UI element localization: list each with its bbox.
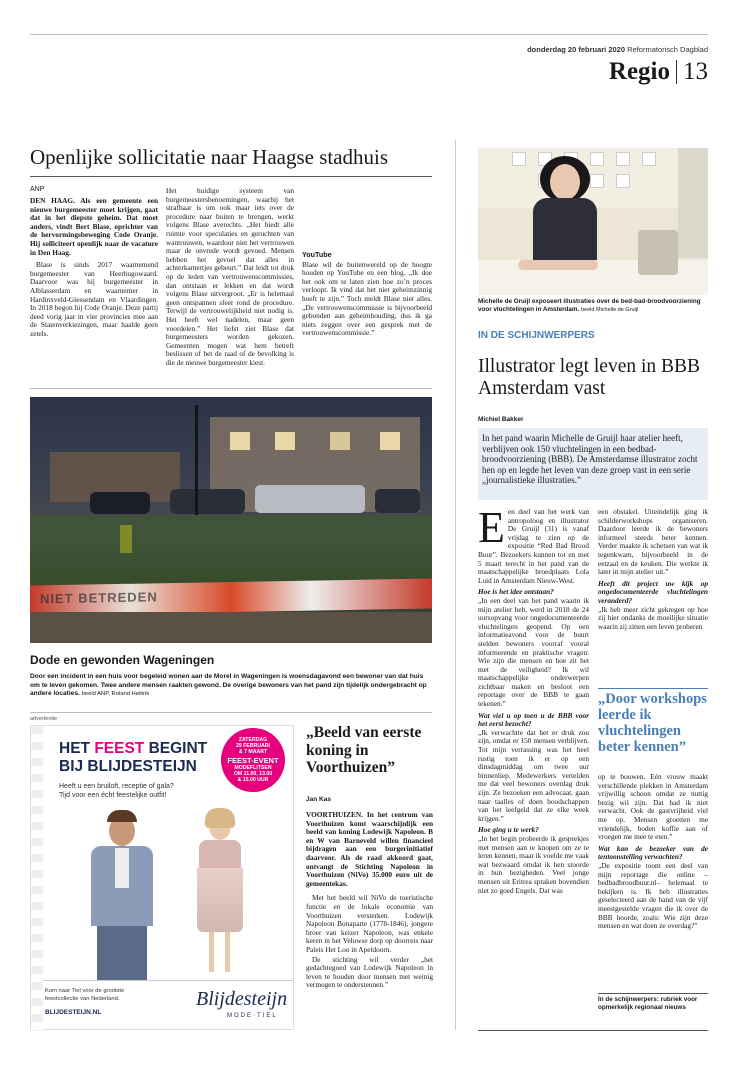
kicker: IN DE SCHIJNWERPERS <box>478 330 595 341</box>
news-photo <box>30 397 432 643</box>
byline: Jan Kas <box>306 796 331 803</box>
question: Hoe ging u te werk? <box>478 825 539 835</box>
photo-caption <box>30 673 432 699</box>
feature-col1: Een deel van het werk van antropoloog en illustrator De Gruijl (31) is vanaf vrijdag te zien op de expositie “Red Bad Brood Buur”. Bezoekers kunnen tot en met 5 maart terecht in het pand van de maatschappelijke broedplaats Lola Luid in Amsterdam Nieuw-West. Hoe is het idee ontstaan? „In een deel van het pand waarin ik mijn atelier heb, werd in 2018 de 24 uursopvang voor ongedocumenteerde vluchtelingen geopend. Op een informatieavond voor de buurt stelden bewoners voorraf vooral informerende en praktische vragen: Wie zijn die mensen en hoe zit het met de veiligheid? Ik wil maatschappelijke onderwerpen zichtbaar maken en besloot een reportage over de BBB te gaan tekenen.” Wat viel u op toen u de BBB voor het eerst bezocht? „Ik verwachtte dat het er druk zou zijn, omdat er 150 mensen verblijven. Tot mijn verrassing was het heel rustig toen ik er op een dinsdagmiddag om twee uur binnenliep. Medewerkers vertelden me dat veel bewoners overdag druk zijn. Ze bezoeken een advocaat, gaan naar taalles of doen boodschappen van het leefgeld dat ze elke week krijgen.” Hoe ging u te werk? „In het begin probeerde ik gesprekjes met mensen aan te knopen om ze te leren kennen, maar ik voelde me vaak wat bezwaard omdat ik hen stoorde in hun bezigheden. Veel jonge mensen uit Eritrea spraken bovendien niet zo goed Engels. Dat was <box>478 508 589 895</box>
paragraph: De stichting wil verder „het gedachtegoed van Lodewijk Napoleon in leven te houden door mensen met weinig vermogen te ondersteunen.” <box>306 954 433 990</box>
answer: „Ik verwachtte dat het er druk zou zijn, omdat er 150 mensen verblijven. Tot mijn verrassing was het heel rustig toen ik er op een dinsdagmiddag om twee uur binnenliep. Medewerkers vertelden me dat veel bewoners overdag druk zijn. Ze bezoeken een advocaat, gaan naar taalles of doen boodschappen van het leefgeld dat ze elke week krijgen.” <box>478 727 589 823</box>
ad-accent: FEEST <box>94 740 145 757</box>
answer: op te bouwen. Eén vrouw maakt verschillende plekken in Amsterdam vrijwillig schoon omdat ze nuttig bezig wil zijn. Dat had ik niet verwacht. Ook de gastvrijheid viel me op. Mensen groetten me vriendelijk, boden koffie aan of vroegen me mee te eten.” <box>598 772 708 842</box>
answer: „De expositie toont een deel van mijn reportage die online –bedbadbroodbuur.nl– helemaal te bekijken is. Ik heb illustraties geselecteerd aan de hand van de vijf meestgestelde vragen die ik over de BBB hoorde, zoals: Wie zijn deze mensen en wat doen ze overdag?” <box>598 860 708 931</box>
question: Heeft dit project uw kijk op ongedocumenteerde vluchtelingen veranderd? <box>598 578 708 605</box>
barrier-tape <box>30 578 432 615</box>
paragraph: Blase is sinds 2017 waarnemend burgemeester van Heerhugowaard. Daarvoor was hij burgemeester in Alblasserdam en waarnemer in Hardinxveld-Giessendam en Vlaardingen. In 2018 begon hij Code Oranje. Deze partij deed vorig jaar in vier provincies mee aan de Statenverkiezingen, maar haalde geen zetels. <box>30 260 158 338</box>
article1-col2 <box>166 187 294 373</box>
top-rule <box>30 34 708 35</box>
photo-title: Dode en gewonden Wageningen <box>30 653 215 667</box>
brand-logo: Blijdesteijn <box>196 988 288 1010</box>
subheading: YouTube <box>302 250 332 259</box>
footnote: In de schijnwerpers: rubriek voor opmerkelijk regionaal nieuws <box>598 996 698 1011</box>
brand-tagline: MODE·TIEL <box>227 1013 278 1019</box>
article-title: Openlijke sollicitatie naar Haagse stadhuis <box>30 145 389 169</box>
photo-credit: beeld ANP, Roland Heitink <box>81 691 150 698</box>
tape-text: NIET BETREDEN <box>40 589 158 607</box>
byline: Michiel Bakker <box>478 416 524 423</box>
ad-headline: HET FEEST BEGINT BIJ BLIJDESTEIJN <box>59 740 208 775</box>
ad-label: advertentie <box>30 716 58 722</box>
feature-col2-lower <box>598 773 708 932</box>
dropcap: E <box>478 508 505 552</box>
article-title: „Beeld van eerste koning in Voorthuizen” <box>306 724 422 776</box>
model-man <box>81 808 161 980</box>
intro-text: In het pand waarin Michelle de Gruijl haar atelier heeft, verblijven ook 150 vluchtelingen in een bedbad-broodvoorziening (BBB). De Amsterdamse illustrator zocht hen op en legde het leven van deze groep vast in een serie „journalistieke illustraties.” <box>482 433 698 485</box>
paragraph: Met het beeld wil NiVo de toeristische functie en de lokale economie van Voorthuizen versterken. Lodewijk Napoleon Bonaparte (1778-1846), jongere broer van keizer Napoleon, was enkele keren in het Veluwse dorp op doorreis naar Paleis Het Loo in Apeldoorn. <box>306 893 433 954</box>
event-badge[interactable]: ZATERDAG 29 FEBRUARI & 7 MAART FEEST-EVENT MODEFLITSEN OM 11.00, 13.00 & 15.00 UUR <box>221 728 285 792</box>
intro-box <box>478 428 708 500</box>
question: Wat kan de bezoeker van de tentoonstelling verwachten? <box>598 843 708 862</box>
answer: „In het begin probeerde ik gesprekjes met mensen aan te knopen om ze te leren kennen, maar ik voelde me vaak wat bezwaard omdat ik hen stoorde in hun bezigheden. Veel jonge mensen uit Eritrea spraken bovendien niet zo goed Engels. Dat was <box>478 833 589 895</box>
article1-col3-lower <box>302 248 432 339</box>
answer: „Ik heb meer zicht gekregen op hoe zij hier ondanks de moeilijke situatie waarin zij zitten een leven proberen <box>598 604 708 631</box>
byline: ANP <box>30 186 45 193</box>
question: Wat viel u op toen u de BBB voor het eerst bezocht? <box>478 710 589 729</box>
ad-url[interactable]: BLIJDESTEIJN.NL <box>45 1009 102 1016</box>
section-header <box>609 58 708 86</box>
paragraph: Blase wil de buitenwereld op de hoogte houden op YouTube en een blog. „Ik doe het ook om te laten zien hoe zo’n proces verloopt. Ik vind dat het niet geheimzinnig hoeft te zijn.” Toch meldt Blase niet alles. „De vertrouwenscommissie is bijvoorbeeld gebonden aan geheimhouding, dus ik ga niets zeggen over een gesprek met de vertrouwenscommissie.” <box>302 259 432 338</box>
feature-photo <box>478 148 708 295</box>
paper-name: Reformatorisch Dagblad <box>627 45 708 54</box>
section-name: Regio <box>608 58 670 85</box>
photo-credit: beeld Michelle de Gruijl <box>581 307 639 313</box>
caption-text: Door een incident in een huis voor begeleid wonen aan de Morel in Wageningen is woensdagavond een bewoner van dat huis om te leven gekomen. Twee andere mensen raakten gewond. De overige bewoners van het pand zijn tijdelijk ondergebracht op andere locaties. <box>30 673 427 698</box>
page-number: 13 <box>683 58 708 85</box>
date: donderdag 20 februari 2020 <box>527 45 626 54</box>
paragraph: een obstakel. Uiteindelijk ging ik schilderworkshops organiseren. Daardoor leerde ik de bewoners informeel steeds beter kennen. Verder maakte ik schetsen van wat ik tegenkwam, bijvoorbeeld in de eetzaal en de keuken. Die werkte ik later in mijn atelier uit.” <box>598 507 708 577</box>
feature-title: Illustrator legt leven in BBB Amsterdam vast <box>478 356 701 399</box>
question: Hoe is het idee ontstaan? <box>478 587 554 597</box>
article1-col1 <box>30 197 158 377</box>
lead: DEN HAAG. Als een gemeente een nieuwe burgemeester moet krijgen, gaat dat in het diepste geheim. Dat moet anders, vindt Bert Blase, oprichter van de hervormingsbeweging Code Oranje. Hij solliciteert openlijk naar de vacature in Den Haag. <box>30 197 158 257</box>
ad-footer: Kom naar Tiel voor de grootste feestcollectie van Nederland. <box>45 988 125 1002</box>
article2-body <box>306 811 433 991</box>
dateline <box>527 45 708 54</box>
lead: VOORTHUIZEN. In het centrum van Voorthuizen komt waarschijnlijk een beeld van koning Lodewijk Napoleon. B en W van Barneveld willen financieel bijdragen aan een burgerinitiatief daarvoor. Als de raad akkoord gaat, ontvangt de Stichting Napoleon in Voorthuizen (NiVo) 35.000 euro uit de gemeentekas. <box>306 810 433 888</box>
advertisement[interactable] <box>30 725 294 1030</box>
paragraph: Het huidige systeem van burgemeestersbenoemingen, waarbij het strafbaar is om ook maar iets over de procedure naar buiten te brengen, werkt volgens Blase averechts. „Het biedt alle ruimte voor speculaties en geruchten van wantrouwen, waardoor niet het vertrouwen maar de onvrede wordt gevoed. Mensen hebben het gevoel dat alles in achterkamertjes gebeurt.” Dat leidt tot druk op de leden van vertrouwenscommissies, dan ontstaan er lekken en dat wordt volgens Blase uitvergroot. „Er is helemaal geen ontspannen sfeer rond de procedure. Terwijl de vertrouwelijkheid niet nodig is. Het heeft wel nadelen, maar geen voordelen.” Het liefst ziet Blase dat burgemeesters worden gekozen. Gemeenten mogen wat hem betreft beslissen of het de raad of de bevolking is die de nieuwe burgemeester kiest. <box>166 187 294 367</box>
model-woman <box>191 808 251 980</box>
ad-subline: Heeft u een bruiloft, receptie of gala? Tijd voor een écht feestelijke outfit! <box>59 783 174 799</box>
answer: „In een deel van het pand waarin ik mijn atelier heb, werd in 2018 de 24 uursopvang voor ongedocumenteerde vluchtelingen geopend. Op een informatieavond voor de buurt stelden bewoners voorraf vooral informerende en praktische vragen: Wie zijn die mensen en hoe zit het met de veiligheid? Ik wil maatschappelijke onderwerpen zichtbaar maken en besloot een reportage over de BBB te gaan tekenen.” <box>478 595 589 709</box>
pull-quote: „Door workshops leerde ik vluchtelingen beter kennen” <box>598 688 708 755</box>
feature-col2 <box>598 508 708 632</box>
person-face <box>550 164 580 200</box>
police-car <box>255 485 365 513</box>
feature-photo-caption: Michelle de Gruijl exposeert illustraties over de bed-bad-broodvoorziening voor vluchtelingen in Amsterdam. beeld Michelle de Gruijl <box>478 298 701 313</box>
